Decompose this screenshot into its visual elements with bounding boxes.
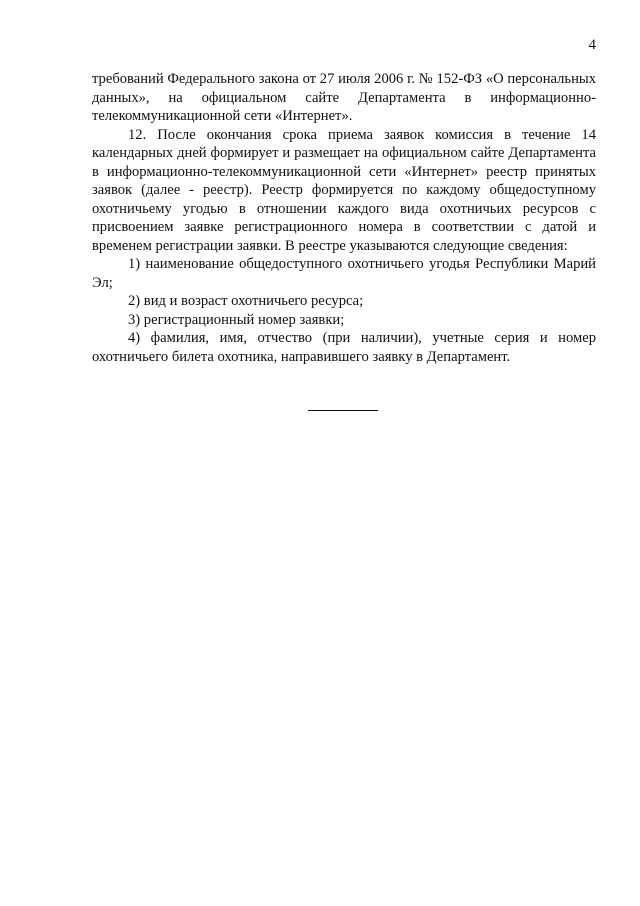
list-item-1: 1) наименование общедоступного охотничьего угодья Республики Марий Эл; [92,256,596,291]
list-item-3: 3) регистрационный номер заявки; [128,311,345,328]
paragraph-item-12: 12. После окончания срока приема заявок комиссия в течение 14 календарных дней формирует и размещает на официальном сайте Департамента в информационно-телекоммуникационной сети «Интернет» реестр принятых заявок (далее - реестр). Реестр формируется по каждому общедоступному охотничьему угодью в отношении каждого вида охотничьих ресурсов с присвоением заявке регистрационного номера в соответствии с датой и временем регистрации заявки. В реестре указываются следующие сведения: [92,126,596,254]
document-body [92,70,596,366]
list-item-2: 2) вид и возраст охотничьего ресурса; [128,293,364,309]
end-separator-line [308,410,378,411]
list-item-4: 4) фамилия, имя, отчество (при наличии), учетные серия и номер охотничьего билета охотника, направившего заявку в Департамент. [92,330,596,365]
paragraph-continuation: требований Федерального закона от 27 июля 2006 г. № 152-ФЗ «О персональных данных», на официальном сайте Департамента в информационно-телекоммуникационной сети «Интернет». [92,71,596,124]
page-number: 4 [588,37,596,53]
